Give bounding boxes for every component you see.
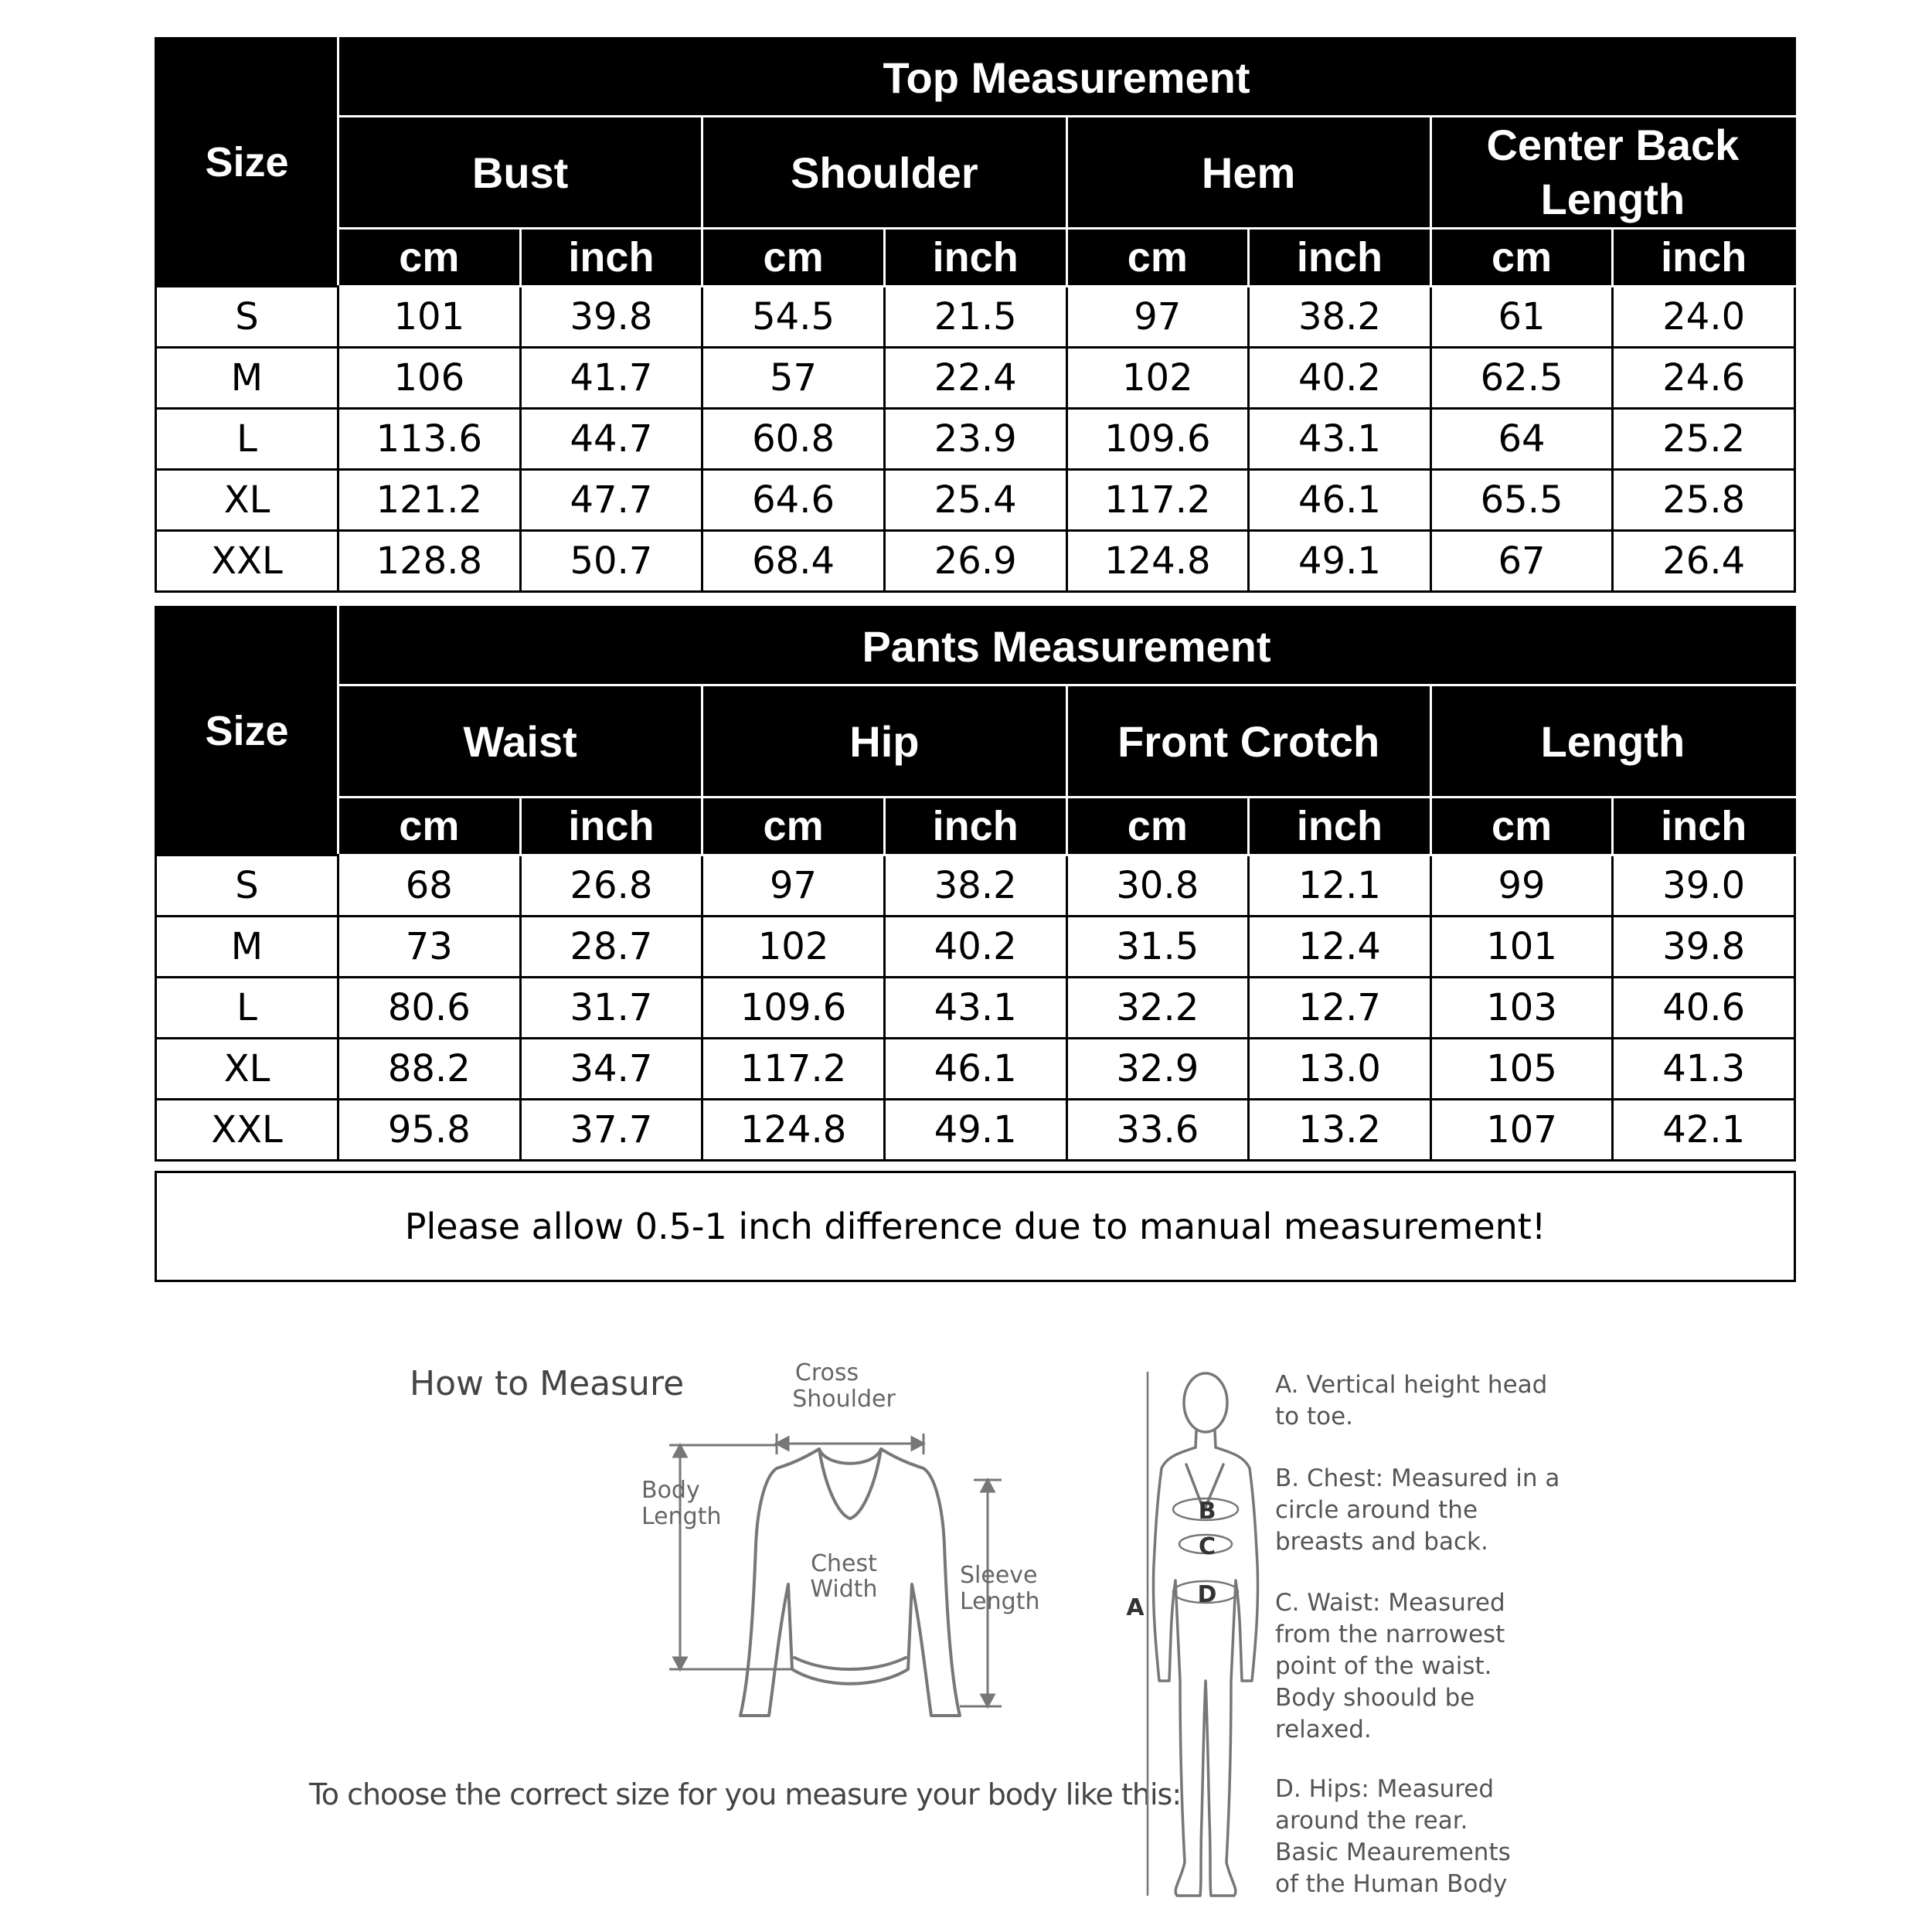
measurement-note: Please allow 0.5-1 inch difference due to manual measurement! (155, 1171, 1796, 1282)
bust-cm-cell: 128.8 (338, 531, 521, 592)
unit-inch: inch (1249, 798, 1431, 855)
length-inch-cell: 41.3 (1613, 1039, 1795, 1100)
size-cell: M (156, 348, 338, 409)
legend-height: A. Vertical height head to toe. (1275, 1371, 1548, 1430)
unit-cm: cm (338, 798, 521, 855)
front-crotch-header: Front Crotch (1066, 685, 1430, 798)
center-back-length-header: Center Back Length (1430, 117, 1794, 229)
pants-measurement-title: Pants Measurement (338, 607, 1795, 685)
waist-cm-cell: 68 (338, 855, 521, 917)
hip-cm-cell: 102 (702, 917, 885, 978)
front-crotch-cm-cell: 31.5 (1066, 917, 1249, 978)
table-row (156, 855, 1795, 917)
legend-chest: B. Chest: Measured in a circle around the breasts and back. (1275, 1464, 1560, 1556)
legend-waist: C. Waist: Measured from the narrowest point of the waist. Body shoould be relaxed. (1275, 1589, 1505, 1743)
body-figure-diagram (1124, 1356, 1271, 1901)
hem-cm-cell: 124.8 (1066, 531, 1249, 592)
unit-inch: inch (1613, 798, 1795, 855)
marker-a: A (1126, 1594, 1145, 1621)
size-cell: M (156, 917, 338, 978)
unit-inch: inch (1613, 229, 1795, 287)
center-back-length-inch-cell: 24.0 (1613, 287, 1795, 348)
hip-inch-cell: 38.2 (884, 855, 1066, 917)
waist-cm-cell: 73 (338, 917, 521, 978)
length-cm-cell: 101 (1430, 917, 1613, 978)
measure-instruction: To choose the correct size for you measure your body like this: (309, 1777, 1182, 1811)
length-inch-cell: 42.1 (1613, 1100, 1795, 1161)
length-cm-cell: 103 (1430, 978, 1613, 1039)
center-back-length-cm-cell: 64 (1430, 409, 1613, 470)
hip-inch-cell: 49.1 (884, 1100, 1066, 1161)
marker-c: C (1198, 1533, 1216, 1560)
cross-shoulder-label: Cross Shoulder (792, 1359, 896, 1413)
length-cm-cell: 99 (1430, 855, 1613, 917)
waist-inch-cell: 34.7 (520, 1039, 702, 1100)
chest-width-label: Chest Width (810, 1550, 878, 1603)
garment-measure-diagram (641, 1352, 1074, 1723)
unit-inch: inch (1249, 229, 1431, 287)
front-crotch-cm-cell: 32.2 (1066, 978, 1249, 1039)
front-crotch-inch-cell: 12.4 (1249, 917, 1431, 978)
shoulder-inch-cell: 22.4 (884, 348, 1066, 409)
bust-cm-cell: 113.6 (338, 409, 521, 470)
size-cell: S (156, 855, 338, 917)
hip-cm-cell: 117.2 (702, 1039, 885, 1100)
waist-inch-cell: 26.8 (520, 855, 702, 917)
front-crotch-cm-cell: 33.6 (1066, 1100, 1249, 1161)
bust-inch-cell: 39.8 (520, 287, 702, 348)
waist-cm-cell: 95.8 (338, 1100, 521, 1161)
size-cell: S (156, 287, 338, 348)
unit-cm: cm (1066, 229, 1249, 287)
bust-cm-cell: 106 (338, 348, 521, 409)
front-crotch-inch-cell: 12.1 (1249, 855, 1431, 917)
size-header: Size (156, 607, 338, 855)
top-measurement-title: Top Measurement (338, 39, 1795, 117)
bust-cm-cell: 121.2 (338, 470, 521, 531)
center-back-length-cm-cell: 65.5 (1430, 470, 1613, 531)
unit-cm: cm (338, 229, 521, 287)
bust-cm-cell: 101 (338, 287, 521, 348)
unit-cm: cm (702, 229, 885, 287)
hip-cm-cell: 97 (702, 855, 885, 917)
front-crotch-inch-cell: 13.2 (1249, 1100, 1431, 1161)
bust-inch-cell: 44.7 (520, 409, 702, 470)
top-measurement-table (155, 37, 1796, 593)
center-back-length-cm-cell: 62.5 (1430, 348, 1613, 409)
waist-cm-cell: 88.2 (338, 1039, 521, 1100)
bust-header: Bust (338, 117, 702, 229)
unit-cm: cm (1066, 798, 1249, 855)
size-cell: L (156, 978, 338, 1039)
front-crotch-cm-cell: 30.8 (1066, 855, 1249, 917)
unit-inch: inch (884, 798, 1066, 855)
size-cell: L (156, 409, 338, 470)
waist-inch-cell: 37.7 (520, 1100, 702, 1161)
length-inch-cell: 39.0 (1613, 855, 1795, 917)
hip-inch-cell: 46.1 (884, 1039, 1066, 1100)
marker-b: B (1198, 1498, 1216, 1525)
center-back-length-cm-cell: 61 (1430, 287, 1613, 348)
hem-cm-cell: 117.2 (1066, 470, 1249, 531)
bust-inch-cell: 47.7 (520, 470, 702, 531)
hem-inch-cell: 38.2 (1249, 287, 1431, 348)
unit-cm: cm (1430, 229, 1613, 287)
length-cm-cell: 107 (1430, 1100, 1613, 1161)
unit-inch: inch (520, 229, 702, 287)
table-row (156, 287, 1795, 348)
table-row (156, 1100, 1795, 1161)
table-row (156, 470, 1795, 531)
size-cell: XL (156, 470, 338, 531)
shoulder-inch-cell: 21.5 (884, 287, 1066, 348)
hip-inch-cell: 40.2 (884, 917, 1066, 978)
length-inch-cell: 39.8 (1613, 917, 1795, 978)
figure-head (1184, 1373, 1227, 1432)
legend-hips: D. Hips: Measured around the rear. Basic Meaurements of the Human Body (1275, 1775, 1511, 1898)
shoulder-inch-cell: 25.4 (884, 470, 1066, 531)
hem-cm-cell: 109.6 (1066, 409, 1249, 470)
waist-cm-cell: 80.6 (338, 978, 521, 1039)
front-crotch-inch-cell: 12.7 (1249, 978, 1431, 1039)
waist-inch-cell: 28.7 (520, 917, 702, 978)
waist-header: Waist (338, 685, 702, 798)
hem-inch-cell: 46.1 (1249, 470, 1431, 531)
unit-cm: cm (1430, 798, 1613, 855)
size-cell: XL (156, 1039, 338, 1100)
hem-inch-cell: 49.1 (1249, 531, 1431, 592)
length-cm-cell: 105 (1430, 1039, 1613, 1100)
center-back-length-inch-cell: 24.6 (1613, 348, 1795, 409)
hem-inch-cell: 40.2 (1249, 348, 1431, 409)
how-to-measure-title: How to Measure (410, 1364, 685, 1403)
shoulder-inch-cell: 23.9 (884, 409, 1066, 470)
table-row (156, 917, 1795, 978)
unit-cm: cm (702, 798, 885, 855)
unit-inch: inch (520, 798, 702, 855)
table-row (156, 1039, 1795, 1100)
hip-cm-cell: 124.8 (702, 1100, 885, 1161)
size-cell: XXL (156, 531, 338, 592)
pants-measurement-table (155, 606, 1796, 1162)
table-row (156, 531, 1795, 592)
center-back-length-cm-cell: 67 (1430, 531, 1613, 592)
shoulder-cm-cell: 57 (702, 348, 885, 409)
hip-inch-cell: 43.1 (884, 978, 1066, 1039)
table-row (156, 409, 1795, 470)
waist-inch-cell: 31.7 (520, 978, 702, 1039)
sweater-hem (794, 1658, 906, 1669)
table-row (156, 348, 1795, 409)
front-crotch-cm-cell: 32.9 (1066, 1039, 1249, 1100)
center-back-length-inch-cell: 25.8 (1613, 470, 1795, 531)
hem-inch-cell: 43.1 (1249, 409, 1431, 470)
hip-cm-cell: 109.6 (702, 978, 885, 1039)
center-back-length-inch-cell: 25.2 (1613, 409, 1795, 470)
marker-d: D (1197, 1581, 1217, 1608)
body-length-label: Body Length (641, 1477, 722, 1530)
bust-inch-cell: 41.7 (520, 348, 702, 409)
bust-inch-cell: 50.7 (520, 531, 702, 592)
table-row (156, 978, 1795, 1039)
shoulder-header: Shoulder (702, 117, 1066, 229)
hem-header: Hem (1066, 117, 1430, 229)
hem-cm-cell: 102 (1066, 348, 1249, 409)
shoulder-inch-cell: 26.9 (884, 531, 1066, 592)
length-header: Length (1430, 685, 1794, 798)
front-crotch-inch-cell: 13.0 (1249, 1039, 1431, 1100)
center-back-length-inch-cell: 26.4 (1613, 531, 1795, 592)
hem-cm-cell: 97 (1066, 287, 1249, 348)
unit-inch: inch (884, 229, 1066, 287)
shoulder-cm-cell: 64.6 (702, 470, 885, 531)
size-cell: XXL (156, 1100, 338, 1161)
size-header: Size (156, 39, 338, 287)
shoulder-cm-cell: 68.4 (702, 531, 885, 592)
shoulder-cm-cell: 60.8 (702, 409, 885, 470)
length-inch-cell: 40.6 (1613, 978, 1795, 1039)
sleeve-length-label: Sleeve Length (960, 1562, 1040, 1615)
shoulder-cm-cell: 54.5 (702, 287, 885, 348)
hip-header: Hip (702, 685, 1066, 798)
